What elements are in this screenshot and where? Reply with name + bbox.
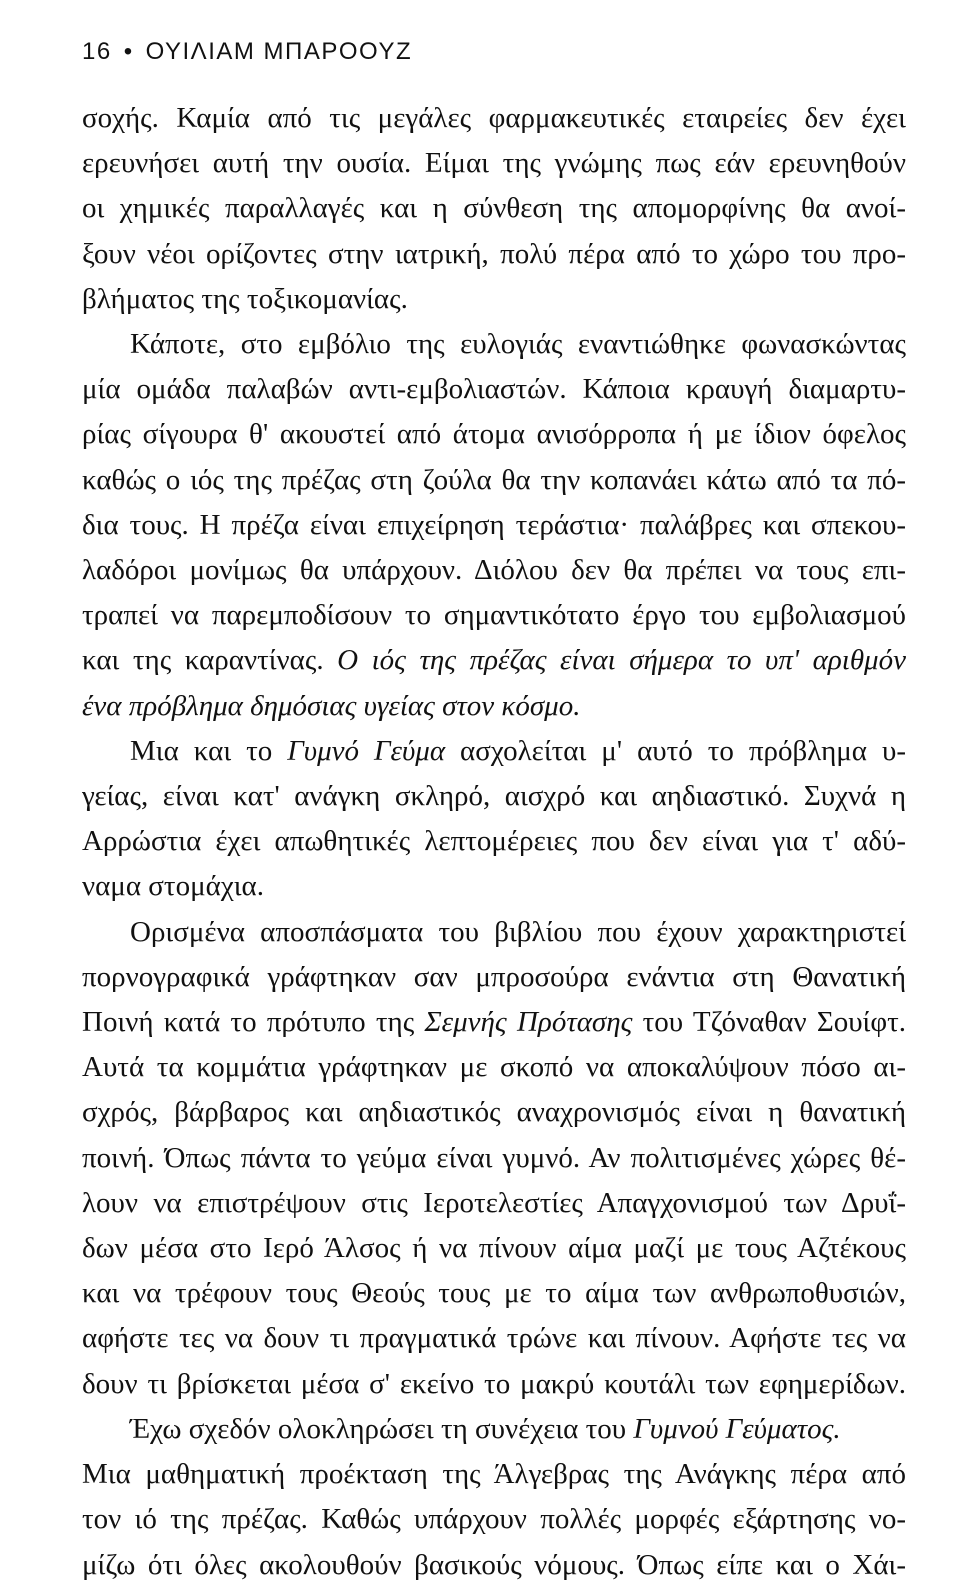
line-text: Ποινή κατά το πρότυπο της	[82, 1006, 415, 1039]
line-text: μία ομάδα παλαβών αντι-εμβολιαστών. Κάποια κραυγή διαμαρτυ-	[82, 373, 906, 406]
text-line	[82, 1045, 906, 1090]
text-line	[82, 548, 906, 593]
text-line	[82, 1407, 906, 1452]
line-text: δια τους. Η πρέζα είναι επιχείρηση τεράστια· παλάβρες και σπεκου-	[82, 508, 906, 541]
text-line	[82, 96, 906, 141]
line-text: αφήστε τες να δουν τι πραγματικά τρώνε και πίνουν. Αφήστε τες να	[82, 1322, 906, 1355]
line-text: πορνογραφικά γράφτηκαν σαν μπροσούρα ενάντια στη Θανατική	[82, 960, 906, 993]
italic-text: ένα πρόβλημα δημόσιας υγείας στον κόσμο.	[82, 689, 581, 722]
text-line	[82, 864, 906, 909]
line-text: καθώς ο ιός της πρέζας στη ζούλα θα την κοπανάει κάτω από τα πό-	[82, 463, 906, 496]
line-text: μίζω ότι όλες ακολουθούν βασικούς νόμους. Όπως είπε και ο Χάι-	[82, 1548, 906, 1581]
text-line	[82, 1226, 906, 1271]
text-line	[82, 819, 906, 864]
text-line	[82, 141, 906, 186]
line-text: ασχολείται μ' αυτό το πρόβλημα υ-	[460, 734, 907, 767]
author-name: ΟΥΙΛΙΑΜ ΜΠΑΡΟΟΥΖ	[145, 38, 413, 65]
text-line	[82, 1497, 906, 1542]
italic-text: Γυμνό Γεύμα	[287, 734, 446, 767]
italic-text: Ο ιός της πρέζας είναι σήμερα το υπ' αριθμόν	[337, 644, 906, 677]
italic-text: Σεμνής Πρότασης	[424, 1006, 633, 1039]
text-line	[82, 322, 906, 367]
line-text: και να τρέφουν τους Θεούς τους με το αίμα των ανθρωποθυσιών,	[82, 1277, 906, 1310]
line-text: λουν να επιστρέψουν στις Ιεροτελεστίες Απαγχονισμού των Δρυΐ-	[82, 1186, 906, 1219]
line-text: του Τζόναθαν Σουίφτ.	[642, 1006, 907, 1039]
line-text: Έχω σχεδόν ολοκληρώσει τη συνέχεια του	[130, 1412, 627, 1445]
text-line	[82, 1136, 906, 1181]
line-text: Κάποτε, στο εμβόλιο της ευλογιάς εναντιώθηκε φωνασκώντας	[130, 328, 906, 361]
text-line	[82, 1000, 906, 1045]
text-line	[82, 684, 906, 729]
text-line	[82, 638, 906, 683]
text-line	[82, 186, 906, 231]
line-text: Αυτά τα κομμάτια γράφτηκαν με σκοπό να αποκαλύψουν πόσο αι-	[82, 1051, 906, 1084]
line-text: δων μέσα στο Ιερό Άλσος ή να πίνουν αίμα μαζί με τους Αζτέκους	[82, 1232, 906, 1265]
text-line	[82, 1316, 906, 1361]
text-line	[82, 729, 906, 774]
text-line	[82, 277, 906, 322]
page-number: 16	[82, 38, 112, 65]
line-text: ερευνήσει αυτή την ουσία. Είμαι της γνώμης πως εάν ερευνηθούν	[82, 147, 906, 180]
line-text: Ορισμένα αποσπάσματα του βιβλίου που έχουν χαρακτηριστεί	[130, 915, 906, 948]
line-text: ξουν νέοι ορίζοντες στην ιατρική, πολύ πέρα από το χώρο του προ-	[82, 237, 906, 270]
line-text: βλήματος της τοξικομανίας.	[82, 282, 408, 315]
text-line	[82, 1543, 906, 1588]
line-text: σοχής. Καμία από τις μεγάλες φαρμακευτικές εταιρείες δεν έχει	[82, 102, 906, 134]
italic-text: Γυμνού Γεύματος.	[633, 1412, 841, 1445]
text-line	[82, 774, 906, 819]
text-line	[82, 458, 906, 503]
line-text: και της καραντίνας.	[82, 644, 324, 677]
text-line	[82, 367, 906, 412]
body-text	[82, 96, 906, 1588]
line-text: λαδόροι μονίμως θα υπάρχουν. Διόλου δεν θα πρέπει να τους επι-	[82, 554, 906, 587]
text-line	[82, 910, 906, 955]
text-line	[82, 593, 906, 638]
line-text: γείας, είναι κατ' ανάγκη σκληρό, αισχρό και αηδιαστικό. Συχνά η	[82, 780, 906, 813]
line-text: τον ιό της πρέζας. Καθώς υπάρχουν πολλές μορφές εξάρτησης νο-	[82, 1503, 906, 1536]
line-text: οι χημικές παραλλαγές και η σύνθεση της απομορφίνης θα ανοί-	[82, 192, 906, 225]
line-text: ναμα στομάχια.	[82, 870, 264, 903]
text-line	[82, 232, 906, 277]
line-text: Μια μαθηματική προέκταση της Άλγεβρας της Ανάγκης πέρα από	[82, 1458, 906, 1491]
text-line	[82, 955, 906, 1000]
text-line	[82, 412, 906, 457]
line-text: Μια και το	[130, 734, 273, 767]
bullet-separator: •	[123, 38, 134, 65]
text-line	[82, 1181, 906, 1226]
text-line	[82, 1271, 906, 1316]
line-text: σχρός, βάρβαρος και αηδιαστικός αναχρονισμός είναι η θανατική	[82, 1096, 906, 1129]
line-text: ποινή. Όπως πάντα το γεύμα είναι γυμνό. Αν πολιτισμένες χώρες θέ-	[82, 1141, 906, 1174]
text-line	[82, 1362, 906, 1407]
running-header	[82, 38, 412, 66]
line-text: δουν τι βρίσκεται μέσα σ' εκείνο το μακρύ κουτάλι των εφημερίδων.	[82, 1367, 906, 1400]
line-text: Αρρώστια έχει απωθητικές λεπτομέρειες που δεν είναι για τ' αδύ-	[82, 825, 906, 858]
line-text: ρίας σίγουρα θ' ακουστεί από άτομα ανισόρροπα ή με ίδιον όφελος	[82, 418, 906, 451]
line-text: τραπεί να παρεμποδίσουν το σημαντικότατο έργο του εμβολιασμού	[82, 599, 906, 632]
text-line	[82, 1452, 906, 1497]
text-line	[82, 503, 906, 548]
text-line	[82, 1090, 906, 1135]
